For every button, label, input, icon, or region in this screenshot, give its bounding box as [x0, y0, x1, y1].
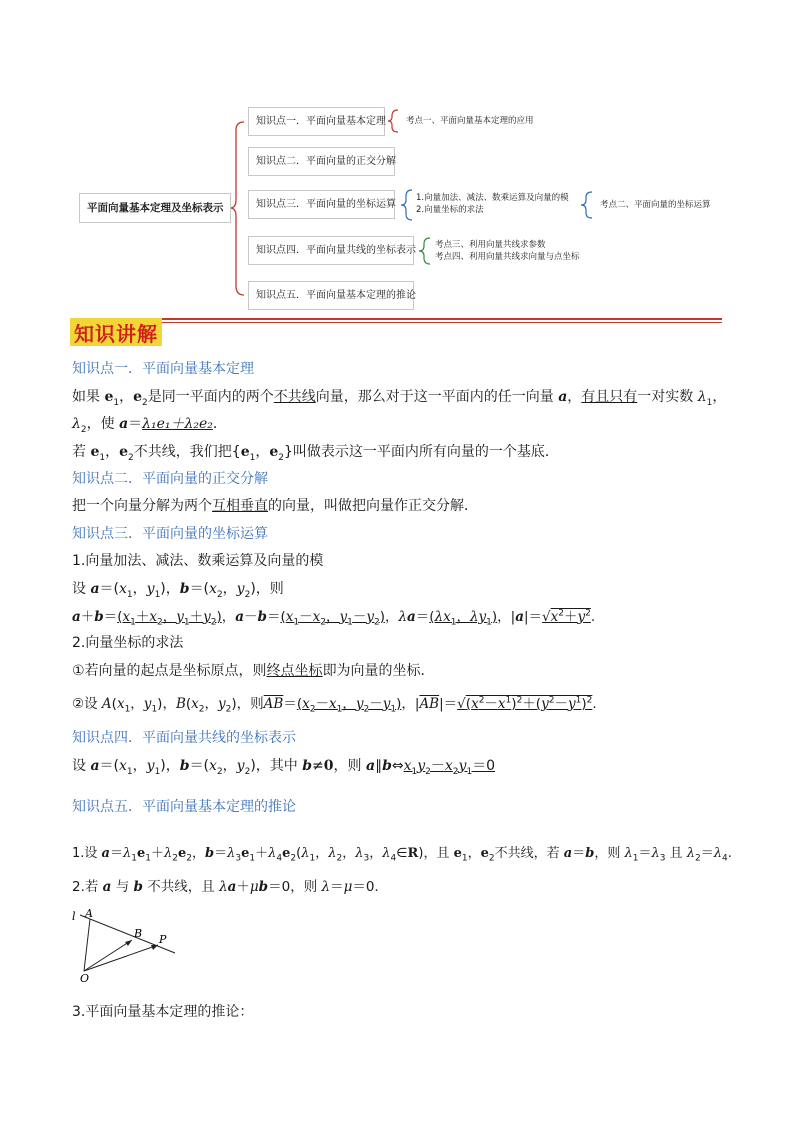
label-l: l	[72, 910, 76, 923]
vector-figure	[70, 905, 190, 985]
kp5-item3: 3.平面向量基本定理的推论：	[72, 1004, 254, 1020]
segment-OP	[84, 945, 158, 971]
kp3-formulas: $a+b=(x_1+x_2$，$y_1+y_2$)，$a-b=(x_1-x_2$，$y_1-y_2$)，$\lambda a=(\lambda x_1$，$\lambda y_1$)，$|a|=√x^2+y^2$.	[72, 608, 596, 628]
mindmap-kd1: 考点一、平面向量基本定理的应用	[406, 116, 534, 126]
segment-OB	[84, 940, 132, 971]
mindmap-node-4: 知识点四．平面向量共线的坐标表示	[248, 236, 414, 265]
kp1-line2: $\lambda_2$，使 a＝λ₁e₁＋λ₂e₂.	[72, 416, 218, 435]
mindmap-node-3: 知识点三．平面向量的坐标运算	[248, 190, 395, 219]
heading-kp3: 知识点三．平面向量的坐标运算	[72, 526, 268, 542]
section-rule-top	[70, 318, 722, 320]
mindmap-node-5: 知识点五．平面向量基本定理的推论	[248, 281, 414, 310]
kp2-line: 把一个向量分解为两个互相垂直的向量，叫做把向量作正交分解．	[72, 498, 478, 514]
arrow-B	[125, 940, 132, 946]
heading-kp5: 知识点五．平面向量基本定理的推论	[72, 799, 296, 815]
kp3-item1: ①若向量的起点是坐标原点，则终点坐标即为向量的坐标．	[72, 663, 435, 679]
mindmap-kd2: 考点二、平面向量的坐标运算	[600, 200, 711, 210]
kp1-line1: 如果 $e_1$，$e_2$是同一平面内的两个不共线向量，那么对于这一平面内的任一向量 a，有且只有一对实数 $\lambda_1$，	[72, 389, 727, 408]
heading-kp2: 知识点二．平面向量的正交分解	[72, 471, 268, 487]
label-B: B	[134, 927, 143, 940]
section-title: 知识讲解	[70, 318, 162, 346]
mindmap-root: 平面向量基本定理及坐标表示	[79, 193, 231, 223]
mindmap-kp3-sub-2: 2.向量坐标的求法	[416, 205, 484, 215]
kp1-line3: 若 $e_1$，$e_2$不共线，我们把{$e_1$，$e_2$}叫做表示这一平面内所有向量的一个基底．	[72, 444, 559, 463]
segment-OA	[84, 919, 90, 971]
heading-kp4: 知识点四．平面向量共线的坐标表示	[72, 730, 296, 746]
kp3-def: 设 $a=(x_1$，$y_1$)，$b=(x_2$，$y_2$)，则	[72, 581, 284, 600]
kp3-item2: ②设 $A(x_1$，$y_1$)，$B(x_2$，$y_2$)，则$\overline{AB}=(x_2-x_1$，$y_2-y_1$)，$|\overline{AB}|=√(x^2-x^1)^2+(y^2-y^1)^2$.	[72, 695, 597, 715]
mindmap-kd4: 考点四、利用向量共线求向量与点坐标	[435, 252, 580, 262]
label-A: A	[85, 907, 93, 920]
arrow-P	[151, 945, 158, 950]
mindmap-kp3-sub-1: 1.向量加法、减法、数乘运算及向量的模	[416, 193, 569, 203]
label-O: O	[80, 972, 90, 985]
mindmap-node-1: 知识点一．平面向量基本定理	[248, 107, 385, 136]
mindmap-connectors	[0, 0, 794, 320]
kp5-item2: 2.若 a 与 b 不共线，且 λa＋μb＝0，则 λ＝μ＝0.	[72, 879, 379, 895]
kp3-sub2: 2.向量坐标的求法	[72, 635, 184, 651]
kp5-item1: 1.设 $a=\lambda_1e_1+\lambda_2e_2$，$b=\lambda_3e_1+\lambda_4e_2(\lambda_1$，$\lambda_2$，$\lambda_3$，$\lambda_4\in R$)，且 $e_1$，$e_2$不共线，若 a＝b，则 $\lambda_1=\lambda_3$ 且 $\lambda_2=\lambda_4$.	[72, 846, 732, 864]
mindmap-kd3: 考点三、利用向量共线求参数	[435, 240, 546, 250]
mindmap-node-2: 知识点二．平面向量的正交分解	[248, 147, 395, 176]
section-rule-bottom	[70, 322, 722, 323]
kp3-sub1: 1.向量加法、减法、数乘运算及向量的模	[72, 553, 324, 569]
label-P: P	[159, 933, 167, 946]
kp4-line: 设 $a=(x_1$，$y_1$)，$b=(x_2$，$y_2$)，其中 b≠0，则 $a\parallel b\Leftrightarrow x_1y_2-x_2y_1=0$	[72, 758, 496, 777]
heading-kp1: 知识点一．平面向量基本定理	[72, 361, 254, 377]
